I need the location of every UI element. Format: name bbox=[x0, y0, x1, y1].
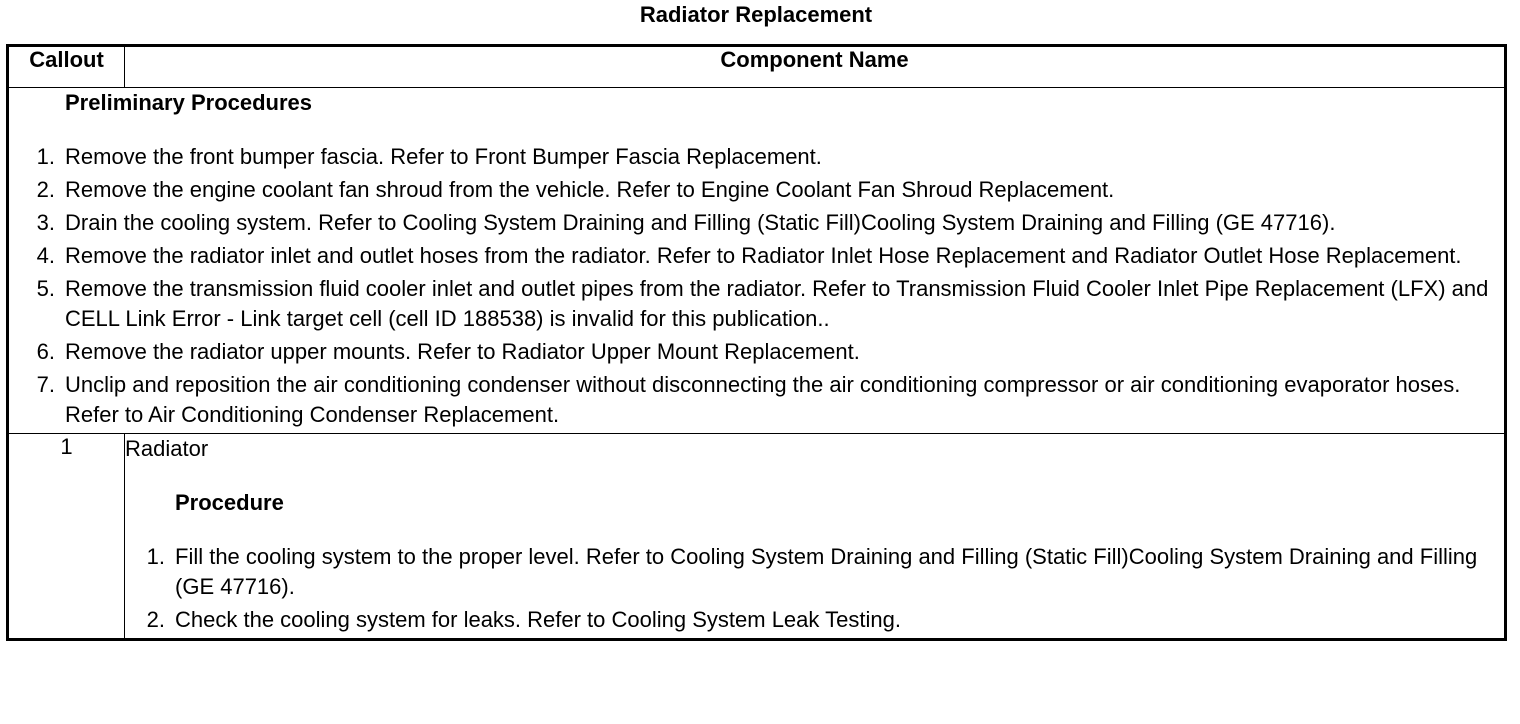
step-text: Unclip and reposition the air conditioning condenser without disconnecting the air conditioning compressor or air conditioning evaporator hoses. Refer to Air Conditioning Condenser Replacement. bbox=[65, 372, 1461, 427]
callout-number: 1 bbox=[8, 434, 125, 640]
step-number: 2. bbox=[146, 607, 165, 632]
component-column-header: Component Name bbox=[125, 46, 1506, 88]
step-text: Drain the cooling system. Refer to Cooling System Draining and Filling (Static Fill)Cooling System Draining and Filling (GE 47716). bbox=[65, 210, 1336, 235]
list-item bbox=[9, 370, 1504, 430]
step-number: 1. bbox=[146, 544, 165, 569]
step-text: Remove the transmission fluid cooler inlet and outlet pipes from the radiator. Refer to Transmission Fluid Cooler Inlet Pipe Replacement (LFX) and CELL Link Error - Link target cell (cell ID 188538) is invalid for this publication.. bbox=[65, 276, 1489, 331]
procedure-steps-list bbox=[125, 542, 1504, 635]
step-number: 1. bbox=[36, 144, 55, 169]
list-item bbox=[9, 142, 1504, 172]
preliminary-steps-list bbox=[9, 142, 1504, 430]
step-number: 3. bbox=[36, 210, 55, 235]
step-text: Remove the radiator inlet and outlet hoses from the radiator. Refer to Radiator Inlet Hose Replacement and Radiator Outlet Hose Replacement. bbox=[65, 243, 1462, 268]
preliminary-row bbox=[8, 88, 1506, 434]
step-text: Check the cooling system for leaks. Refer to Cooling System Leak Testing. bbox=[175, 607, 901, 632]
component-cell bbox=[125, 434, 1506, 640]
step-text: Remove the front bumper fascia. Refer to Front Bumper Fascia Replacement. bbox=[65, 144, 822, 169]
list-item bbox=[9, 175, 1504, 205]
step-number: 5. bbox=[36, 276, 55, 301]
table-row bbox=[8, 434, 1506, 640]
step-number: 7. bbox=[36, 372, 55, 397]
list-item bbox=[9, 274, 1504, 334]
list-item bbox=[9, 241, 1504, 271]
list-item bbox=[9, 337, 1504, 367]
step-number: 6. bbox=[36, 339, 55, 364]
preliminary-procedures-heading: Preliminary Procedures bbox=[65, 90, 313, 115]
procedure-table bbox=[6, 44, 1507, 641]
step-number: 4. bbox=[36, 243, 55, 268]
callout-column-header: Callout bbox=[8, 46, 125, 88]
step-number: 2. bbox=[36, 177, 55, 202]
step-text: Remove the engine coolant fan shroud from the vehicle. Refer to Engine Coolant Fan Shroud Replacement. bbox=[65, 177, 1115, 202]
component-name: Radiator bbox=[125, 436, 209, 461]
list-item bbox=[125, 542, 1504, 602]
preliminary-procedures-cell bbox=[8, 88, 1506, 434]
step-text: Fill the cooling system to the proper level. Refer to Cooling System Draining and Filling (Static Fill)Cooling System Draining and Filling (GE 47716). bbox=[175, 544, 1478, 599]
procedure-heading: Procedure bbox=[175, 490, 284, 515]
list-item bbox=[9, 208, 1504, 238]
list-item bbox=[125, 605, 1504, 635]
document-title: Radiator Replacement bbox=[639, 2, 873, 27]
table-header-row bbox=[8, 46, 1506, 88]
step-text: Remove the radiator upper mounts. Refer to Radiator Upper Mount Replacement. bbox=[65, 339, 860, 364]
